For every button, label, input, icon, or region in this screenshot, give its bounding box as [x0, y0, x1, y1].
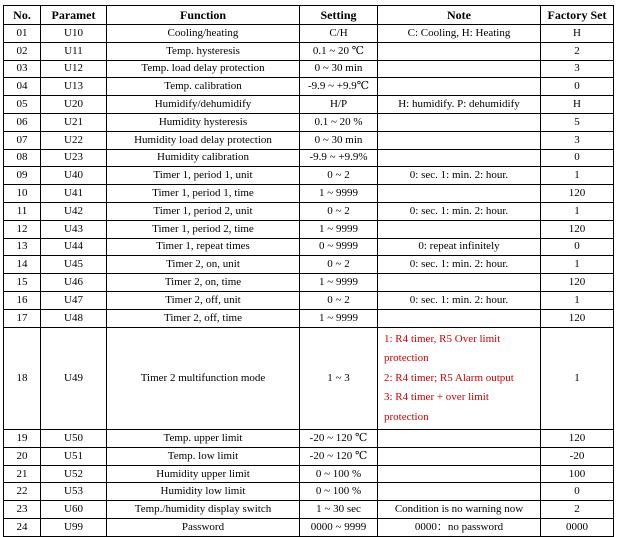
table-row [4, 291, 614, 309]
cell-setting: 1 ~ 9999 [300, 220, 378, 238]
cell-setting: 0 ~ 9999 [300, 238, 378, 256]
cell-function: Temp. hysteresis [107, 42, 300, 60]
cell-function: Humidity calibration [107, 149, 300, 167]
cell-setting: -20 ~ 120 ℃ [300, 447, 378, 465]
cell-factory-set: 5 [541, 113, 614, 131]
cell-param: U13 [41, 78, 107, 96]
header-row [4, 6, 614, 25]
cell-note [378, 309, 541, 327]
cell-note [378, 113, 541, 131]
cell-no: 08 [4, 149, 41, 167]
header-param: Paramet [41, 6, 107, 25]
table-body [4, 25, 614, 537]
cell-factory-set: 120 [541, 274, 614, 292]
cell-setting: 0 ~ 100 % [300, 465, 378, 483]
cell-param: U12 [41, 60, 107, 78]
cell-function: Timer 2, on, unit [107, 256, 300, 274]
cell-param: U53 [41, 483, 107, 501]
table-row [4, 167, 614, 185]
cell-function: Timer 2 multifunction mode [107, 327, 300, 430]
cell-function: Timer 2, off, time [107, 309, 300, 327]
cell-param: U46 [41, 274, 107, 292]
cell-note: 0: sec. 1: min. 2: hour. [378, 202, 541, 220]
cell-setting: -9.9 ~ +9.9% [300, 149, 378, 167]
cell-function: Humidity hysteresis [107, 113, 300, 131]
table-row [4, 238, 614, 256]
cell-param: U99 [41, 519, 107, 537]
cell-factory-set: 120 [541, 220, 614, 238]
cell-setting: 0 ~ 100 % [300, 483, 378, 501]
cell-no: 09 [4, 167, 41, 185]
cell-no: 10 [4, 185, 41, 203]
cell-no: 14 [4, 256, 41, 274]
cell-no: 23 [4, 501, 41, 519]
cell-factory-set: 120 [541, 185, 614, 203]
cell-param: U45 [41, 256, 107, 274]
cell-param: U52 [41, 465, 107, 483]
cell-function: Temp. load delay protection [107, 60, 300, 78]
cell-setting: 1 ~ 9999 [300, 274, 378, 292]
cell-setting: 0.1 ~ 20 % [300, 113, 378, 131]
cell-function: Temp. calibration [107, 78, 300, 96]
cell-param: U10 [41, 25, 107, 43]
cell-factory-set: 0 [541, 78, 614, 96]
cell-param: U48 [41, 309, 107, 327]
note-line: 2: R4 timer; R5 Alarm output [384, 371, 514, 384]
header-factory-set: Factory Set [541, 6, 614, 25]
cell-note [378, 78, 541, 96]
cell-factory-set: 1 [541, 327, 614, 430]
table-row [4, 185, 614, 203]
table-row [4, 78, 614, 96]
table-row [4, 327, 614, 430]
cell-factory-set: 1 [541, 256, 614, 274]
cell-note [378, 60, 541, 78]
cell-function: Humidity upper limit [107, 465, 300, 483]
cell-note [378, 483, 541, 501]
table-row [4, 96, 614, 114]
cell-param: U22 [41, 131, 107, 149]
cell-param: U42 [41, 202, 107, 220]
cell-no: 12 [4, 220, 41, 238]
cell-setting: 0.1 ~ 20 ℃ [300, 42, 378, 60]
cell-setting: 0 ~ 2 [300, 291, 378, 309]
header-no: No. [4, 6, 41, 25]
cell-param: U43 [41, 220, 107, 238]
cell-function: Timer 1, period 2, time [107, 220, 300, 238]
cell-no: 06 [4, 113, 41, 131]
table-row [4, 483, 614, 501]
cell-param: U60 [41, 501, 107, 519]
cell-note: C: Cooling, H: Heating [378, 25, 541, 43]
cell-param: U47 [41, 291, 107, 309]
cell-note: 0: sec. 1: min. 2: hour. [378, 291, 541, 309]
cell-param: U23 [41, 149, 107, 167]
cell-note [378, 220, 541, 238]
cell-factory-set: 3 [541, 60, 614, 78]
cell-setting: 1 ~ 30 sec [300, 501, 378, 519]
cell-no: 15 [4, 274, 41, 292]
cell-no: 07 [4, 131, 41, 149]
cell-setting: 0 ~ 2 [300, 202, 378, 220]
cell-no: 20 [4, 447, 41, 465]
note-line: 3: R4 timer + over limit protection [384, 391, 489, 423]
table-row [4, 501, 614, 519]
cell-no: 18 [4, 327, 41, 430]
cell-note: 0: repeat infinitely [378, 238, 541, 256]
cell-note [378, 465, 541, 483]
cell-factory-set: -20 [541, 447, 614, 465]
cell-note [378, 274, 541, 292]
header-note: Note [378, 6, 541, 25]
table-row [4, 309, 614, 327]
cell-note: 0: sec. 1: min. 2: hour. [378, 256, 541, 274]
cell-factory-set: 100 [541, 465, 614, 483]
cell-setting: 0 ~ 2 [300, 256, 378, 274]
cell-factory-set: H [541, 25, 614, 43]
cell-setting: 1 ~ 3 [300, 327, 378, 430]
cell-factory-set: 120 [541, 309, 614, 327]
cell-note [378, 42, 541, 60]
cell-factory-set: 1 [541, 202, 614, 220]
cell-note: 0: sec. 1: min. 2: hour. [378, 167, 541, 185]
cell-param: U41 [41, 185, 107, 203]
cell-factory-set: H [541, 96, 614, 114]
cell-no: 17 [4, 309, 41, 327]
cell-factory-set: 1 [541, 291, 614, 309]
table-row [4, 131, 614, 149]
table-row [4, 256, 614, 274]
cell-setting: 1 ~ 9999 [300, 185, 378, 203]
cell-no: 24 [4, 519, 41, 537]
cell-param: U49 [41, 327, 107, 430]
cell-setting: 0 ~ 30 min [300, 60, 378, 78]
cell-function: Password [107, 519, 300, 537]
cell-function: Temp./humidity display switch [107, 501, 300, 519]
header-function: Function [107, 6, 300, 25]
cell-factory-set: 0 [541, 149, 614, 167]
cell-note: H: humidify. P: dehumidify [378, 96, 541, 114]
cell-function: Timer 1, period 1, unit [107, 167, 300, 185]
cell-param: U50 [41, 430, 107, 448]
cell-param: U11 [41, 42, 107, 60]
cell-note [378, 131, 541, 149]
cell-function: Timer 1, repeat times [107, 238, 300, 256]
cell-note [378, 327, 541, 430]
note-line: 1: R4 timer, R5 Over limit [384, 332, 501, 345]
cell-function: Timer 1, period 1, time [107, 185, 300, 203]
cell-function: Timer 2, off, unit [107, 291, 300, 309]
cell-factory-set: 2 [541, 501, 614, 519]
cell-note [378, 430, 541, 448]
cell-note [378, 149, 541, 167]
cell-setting: -20 ~ 120 ℃ [300, 430, 378, 448]
cell-no: 05 [4, 96, 41, 114]
cell-factory-set: 1 [541, 167, 614, 185]
cell-note: Condition is no warning now [378, 501, 541, 519]
parameter-table [3, 5, 614, 537]
cell-no: 21 [4, 465, 41, 483]
cell-factory-set: 0 [541, 483, 614, 501]
cell-factory-set: 3 [541, 131, 614, 149]
cell-no: 04 [4, 78, 41, 96]
header-setting: Setting [300, 6, 378, 25]
cell-param: U20 [41, 96, 107, 114]
cell-no: 03 [4, 60, 41, 78]
cell-factory-set: 2 [541, 42, 614, 60]
cell-function: Timer 1, period 2, unit [107, 202, 300, 220]
table-row [4, 465, 614, 483]
table-row [4, 60, 614, 78]
cell-note [378, 185, 541, 203]
table-row [4, 149, 614, 167]
cell-function: Humidity low limit [107, 483, 300, 501]
cell-note [378, 447, 541, 465]
cell-no: 19 [4, 430, 41, 448]
cell-no: 13 [4, 238, 41, 256]
cell-factory-set: 120 [541, 430, 614, 448]
cell-no: 22 [4, 483, 41, 501]
cell-factory-set: 0000 [541, 519, 614, 537]
cell-function: Timer 2, on, time [107, 274, 300, 292]
cell-setting: 0000 ~ 9999 [300, 519, 378, 537]
cell-setting: 0 ~ 2 [300, 167, 378, 185]
table-row [4, 220, 614, 238]
cell-factory-set: 0 [541, 238, 614, 256]
cell-setting: C/H [300, 25, 378, 43]
cell-no: 02 [4, 42, 41, 60]
cell-function: Cooling/heating [107, 25, 300, 43]
cell-function: Humidity load delay protection [107, 131, 300, 149]
table-row [4, 202, 614, 220]
table-row [4, 447, 614, 465]
cell-param: U51 [41, 447, 107, 465]
table-row [4, 519, 614, 537]
cell-setting: 1 ~ 9999 [300, 309, 378, 327]
cell-function: Humidify/dehumidify [107, 96, 300, 114]
table-row [4, 42, 614, 60]
cell-function: Temp. low limit [107, 447, 300, 465]
cell-param: U44 [41, 238, 107, 256]
cell-function: Temp. upper limit [107, 430, 300, 448]
cell-param: U21 [41, 113, 107, 131]
cell-no: 01 [4, 25, 41, 43]
cell-no: 16 [4, 291, 41, 309]
note-line: protection [384, 352, 429, 365]
cell-note: 0000：no password [378, 519, 541, 537]
table-row [4, 25, 614, 43]
table-row [4, 430, 614, 448]
cell-setting: H/P [300, 96, 378, 114]
table-row [4, 274, 614, 292]
cell-setting: -9.9 ~ +9.9℃ [300, 78, 378, 96]
cell-setting: 0 ~ 30 min [300, 131, 378, 149]
cell-no: 11 [4, 202, 41, 220]
table-row [4, 113, 614, 131]
cell-param: U40 [41, 167, 107, 185]
parameter-table-wrapper [3, 5, 614, 537]
